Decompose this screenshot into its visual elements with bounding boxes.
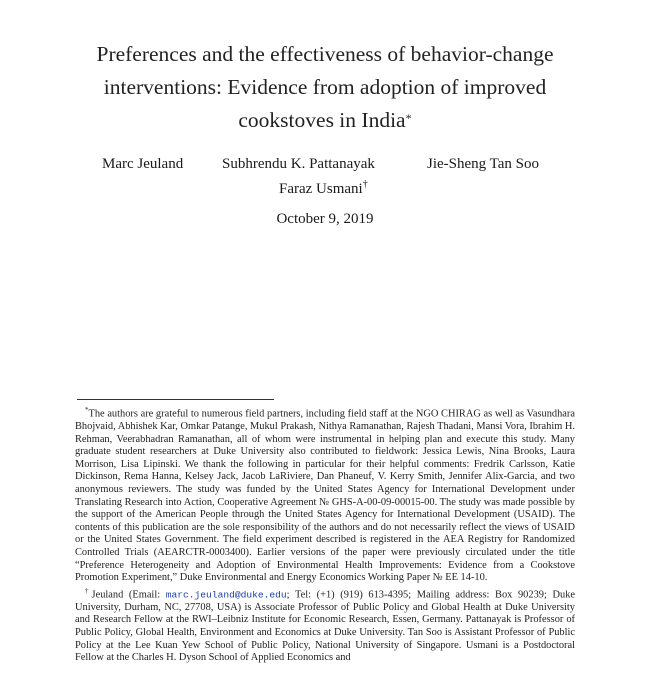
footnotes [75, 404, 575, 665]
title-footnote-mark: * [405, 111, 412, 125]
footnote-rule [77, 399, 274, 400]
paper-title [60, 38, 590, 137]
author-usmani [279, 179, 368, 198]
author-footnote-mark: † [362, 179, 368, 190]
footnote-acknowledgements [75, 404, 575, 585]
footnote-mark: † [85, 586, 92, 595]
author-name: Jie-Sheng Tan Soo [427, 156, 540, 172]
footnote-text: The authors are grateful to numerous field partners, including field staff at the NGO CHIRAG as well as Vasundhara Bhojvaid, Abhishek Kar, Omkar Patange, Mukul Prakash, Nithya Ramanathan, Rajesh Thadani, Mansi Vora, Ibrahim H. Rehman, Veerabhadran Ramanathan, all of whom were instrumental in helping plan and execute this study. Many graduate student researchers at Duke University also contributed to fieldwork: Jessica Lewis, Nina Brooks, Laura Morrison, Lisa Lipinski. We thank the following in particular for their helpful comments: Fredrik Carlsson, Katie Dickinson, Rema Hanna, Kelsey Jack, Jacob LaRiviere, Dan Phaneuf, V. Kerry Smith, Jennifer Alix-Garcia, and two anonymous reviewers. The study was funded by the United States Agency for International Development under Translating Research into Action, Cooperative Agreement № GHS-A-00-09-00015-00. The study was made possible by the support of the American People through the United States Agency for International Development (USAID). The contents of this publication are the sole responsibility of the authors and do not necessarily reflect the views of USAID or the United States Government. The field experiment described is registered in the AEA Registry for Randomized Controlled Trials (AEARCTR-0003400). Earlier versions of the paper were previously circulated under the title “Preference Heterogeneity and Adoption of Environmental Health Improvements: Evidence from a Cookstove Promotion Experiment,” Duke Environmental and Energy Economics Working Paper № EE 14-10. [75, 408, 575, 584]
author-name: Marc Jeuland [102, 156, 184, 172]
author-name: Faraz Usmani [279, 181, 363, 197]
author-name: Subhrendu K. Pattanayak [222, 156, 375, 172]
author-pattanayak [222, 156, 375, 173]
email-link[interactable]: marc.jeuland@duke.edu [165, 589, 287, 601]
footnote-text: Jeuland (Email: [91, 589, 166, 601]
footnote-mark: * [85, 406, 89, 414]
footnote-text: ; Tel: (+1) (919) 613-4395; Mailing address: Box 90239; Duke University, Durham, NC, 27708, USA) is Associate Professor of Public Policy and Global Health at Duke University and Research Fellow at the RWI–Leibniz Institute for Economic Research, Essen, Germany. Pattanayak is Professor of Public Policy, Global Health, Environment and Economics at Duke University. Tan Soo is Assistant Professor of Public Policy at the Lee Kuan Yew School of Public Policy, National University of Singapore. Usmani is a Postdoctoral Fellow at the Charles H. Dyson School of Applied Economics and [75, 589, 575, 664]
author-tan-soo [427, 156, 539, 173]
paper-title-text: Preferences and the effectiveness of behavior-change interventions: Evidence from adoption of improved cookstoves in India [96, 42, 554, 132]
author-jeuland [102, 156, 183, 173]
footnote-affiliations [75, 585, 575, 665]
paper-date: October 9, 2019 [276, 211, 374, 227]
